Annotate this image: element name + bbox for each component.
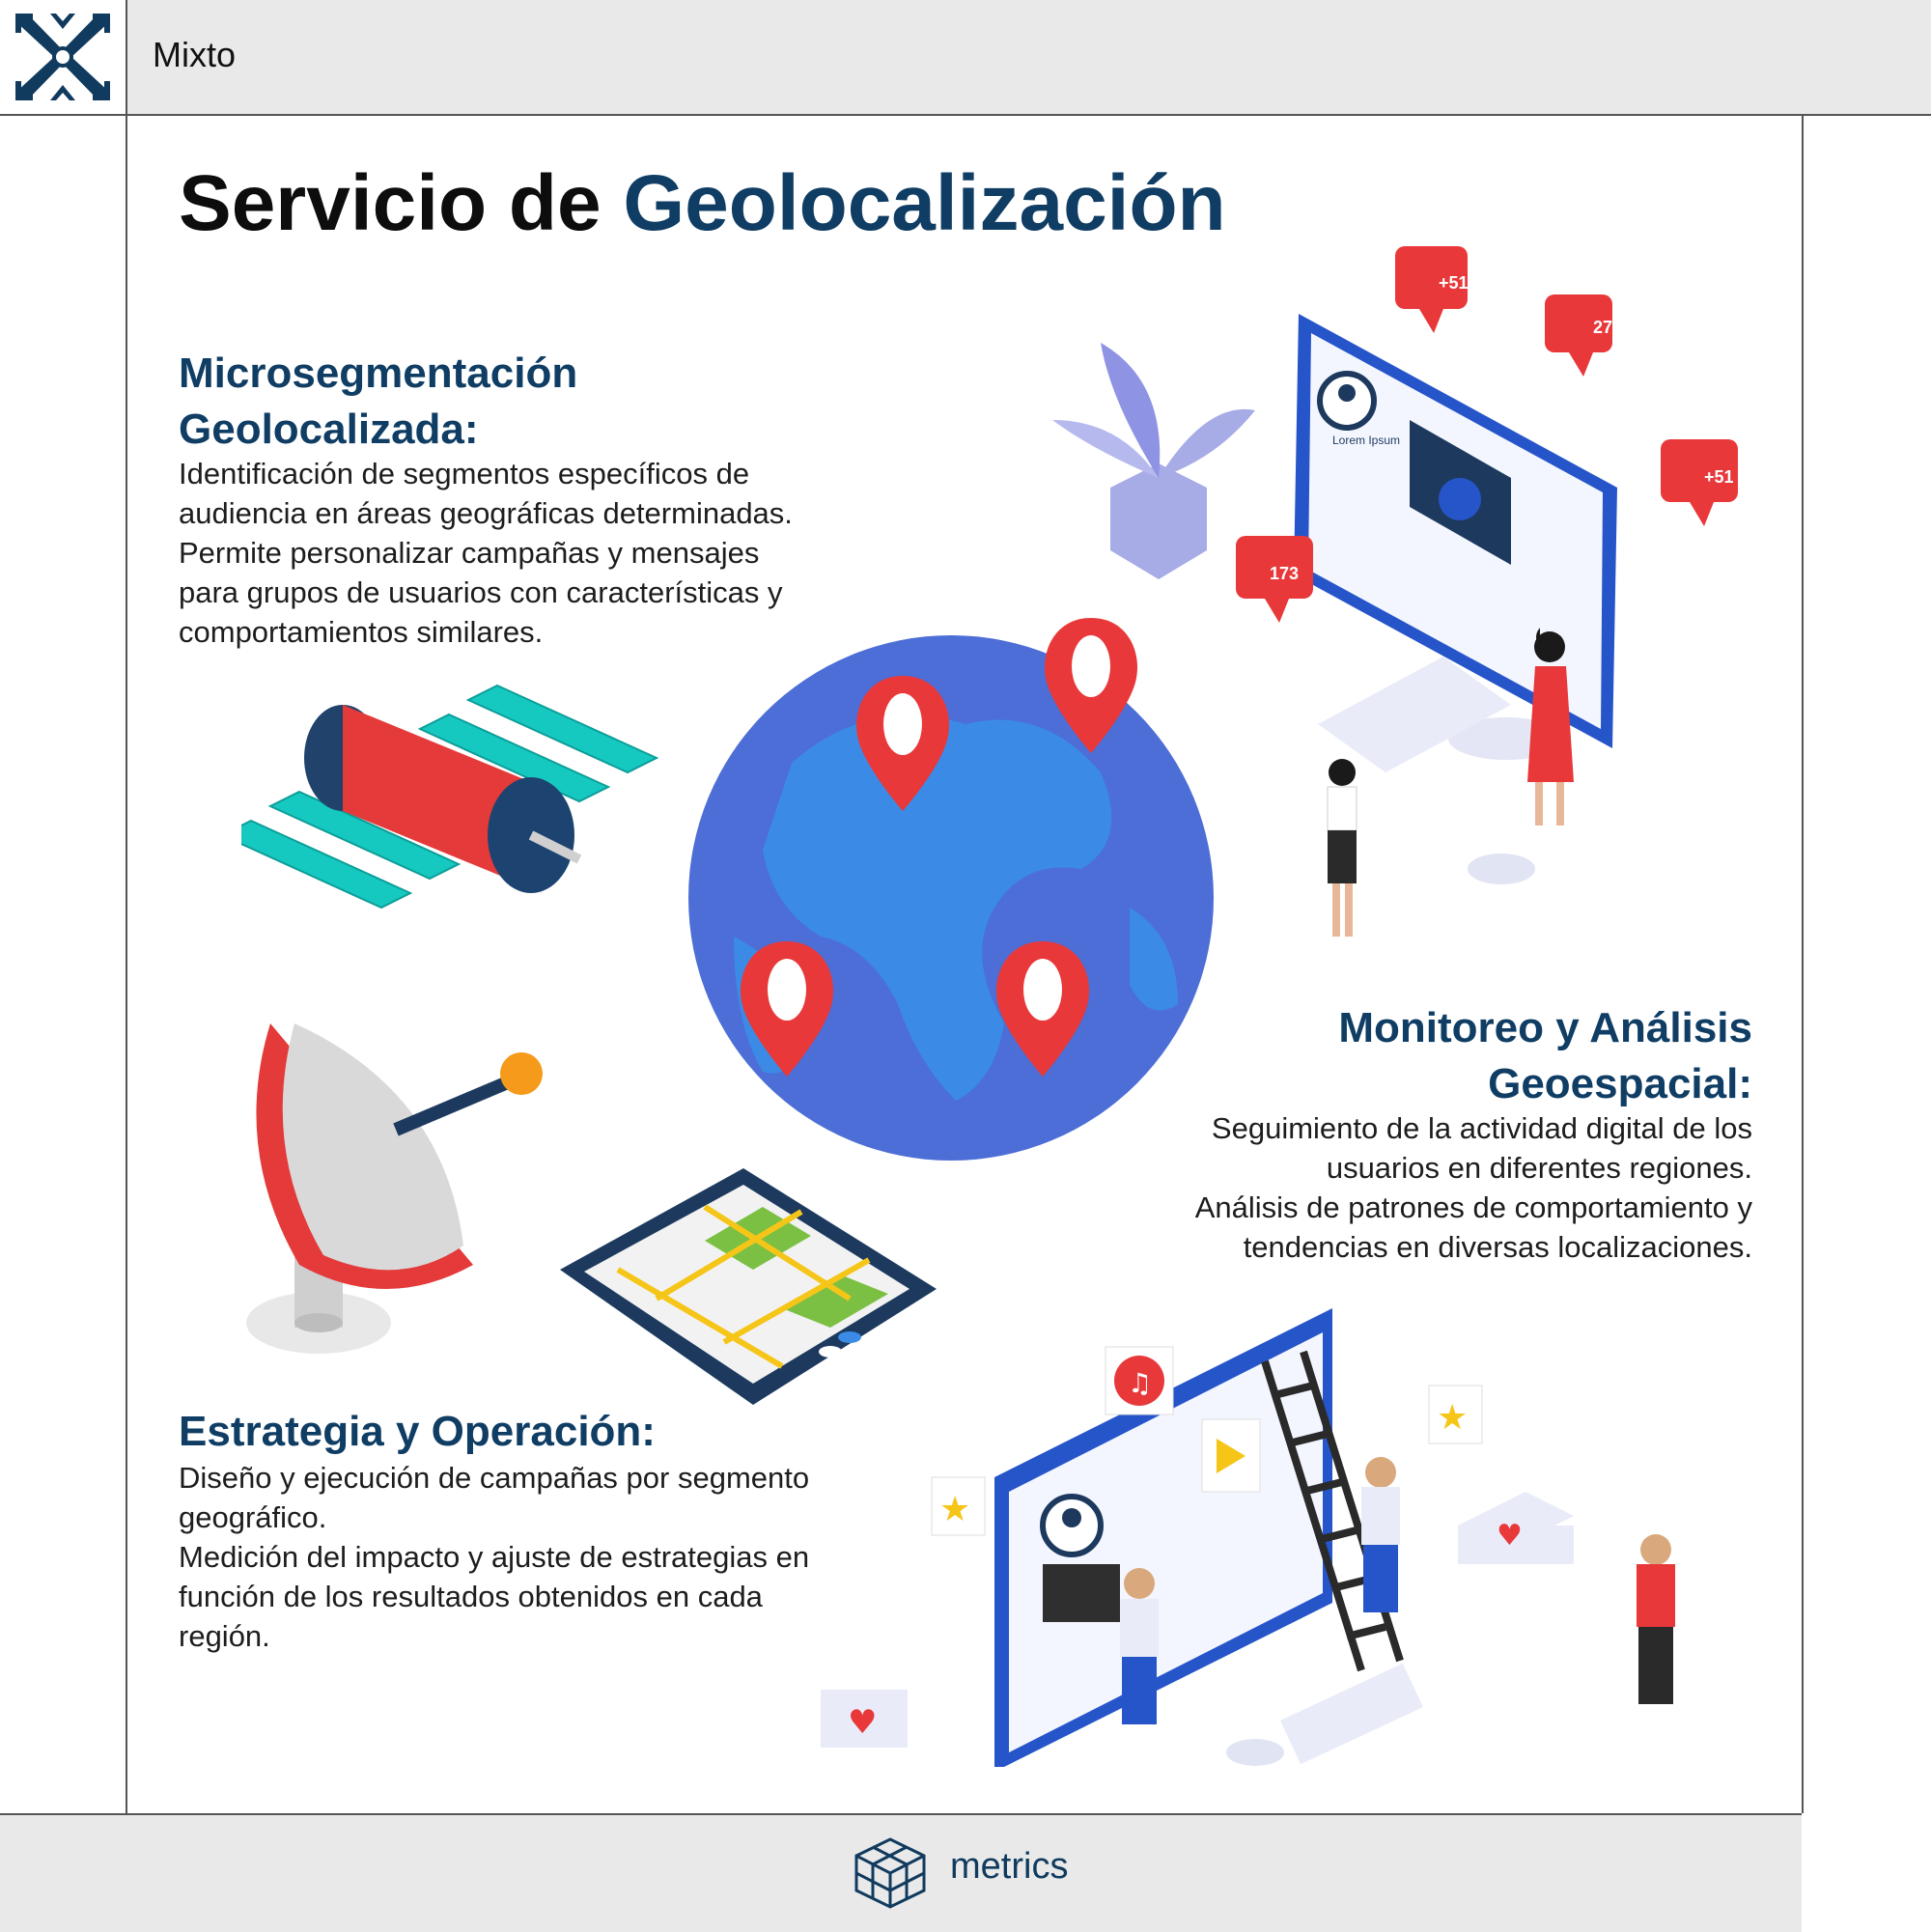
badge-label: 27 [1593, 318, 1613, 337]
badge-label: +51 [1439, 273, 1469, 293]
cube-grid-logo-icon [852, 1834, 929, 1912]
svg-text:♥: ♥ [848, 1703, 878, 1742]
strategy-heading: Estrategia y Operación: [179, 1408, 656, 1455]
person-figure [1637, 1534, 1675, 1704]
microsegmentation-heading-line2: Geolocalizada: [179, 406, 479, 453]
badge [1236, 536, 1313, 623]
monitoring-heading [1236, 1000, 1752, 1112]
text-line: región. [179, 1619, 270, 1653]
header-bar [0, 0, 1931, 116]
tribal-geometric-logo-icon [0, 0, 126, 114]
text-line: tendencias en diversas localizaciones. [1243, 1230, 1752, 1264]
text-line: audiencia en áreas geográficas determinadas. [179, 496, 793, 530]
text-line: Diseño y ejecución de campañas por segmento [179, 1461, 810, 1495]
text-line: comportamientos similares. [179, 615, 544, 649]
heart-icon [821, 1690, 908, 1748]
text-line: Permite personalizar campañas y mensajes [179, 536, 760, 570]
text-line: Seguimiento de la actividad digital de los [1211, 1111, 1752, 1145]
text-line: usuarios en diferentes regiones. [1326, 1151, 1752, 1185]
title-accent: Geolocalización [623, 159, 1226, 247]
badge-label: +51 [1704, 467, 1734, 487]
person-figure [1328, 759, 1357, 937]
page-title [179, 158, 1226, 249]
left-divider [126, 114, 127, 1813]
svg-text:★: ★ [1437, 1398, 1469, 1438]
star-icon [932, 1477, 985, 1535]
header-logo [0, 0, 127, 114]
satellite-icon [241, 676, 666, 946]
badge [1545, 294, 1612, 377]
text-line: Identificación de segmentos específicos de [179, 457, 750, 490]
monitoring-heading-line1: Monitoreo y Análisis [1338, 1004, 1752, 1051]
right-divider [1802, 114, 1804, 1813]
play-icon [1202, 1419, 1260, 1492]
svg-text:♫: ♫ [1128, 1367, 1153, 1399]
monitoring-heading-line2: Geoespacial: [1488, 1060, 1752, 1107]
screen-caption: Lorem Ipsum [1332, 434, 1401, 447]
star-icon [1429, 1386, 1482, 1443]
plant-icon [1052, 343, 1265, 584]
text-line: función de los resultados obtenidos en cada [179, 1580, 763, 1613]
header-title: Mixto [153, 35, 237, 74]
svg-text:★: ★ [939, 1490, 971, 1529]
keyboard-people-illustration [1299, 618, 1540, 975]
microsegmentation-heading-line1: Microsegmentación [179, 350, 578, 397]
badge-label: 173 [1270, 564, 1300, 583]
heart-icon [1458, 1492, 1574, 1564]
title-prefix: Servicio de [179, 159, 602, 247]
text-line: Análisis de patrones de comportamiento y [1194, 1190, 1752, 1224]
text-line: Medición del impacto y ajuste de estrategias en [179, 1540, 810, 1574]
woman-figure-icon [1506, 628, 1603, 840]
badge [1395, 246, 1469, 333]
svg-text:♥: ♥ [1497, 1519, 1523, 1553]
team-building-illustration [821, 1303, 1690, 1767]
badge [1661, 439, 1738, 526]
microsegmentation-heading [179, 346, 577, 458]
globe-icon [676, 618, 1226, 1168]
text-line: geográfico. [179, 1500, 327, 1534]
person-figure [1361, 1457, 1400, 1612]
footer-brand: metrics [950, 1846, 1069, 1887]
music-icon [1105, 1347, 1173, 1414]
text-line: para grupos de usuarios con características y [179, 575, 783, 609]
strategy-body [179, 1458, 912, 1656]
satellite-dish-icon [241, 1004, 550, 1371]
